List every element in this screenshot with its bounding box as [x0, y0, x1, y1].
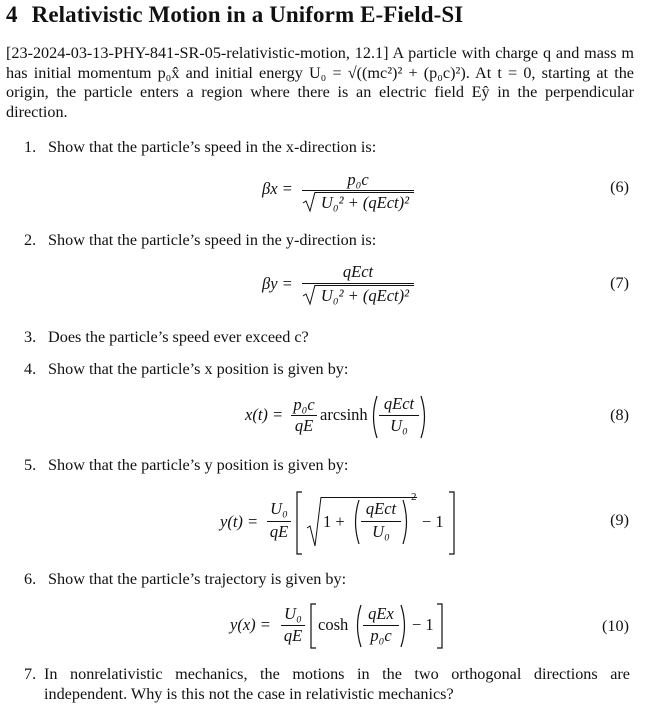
sqrt-sign-icon — [306, 496, 322, 548]
right-paren-icon — [401, 499, 411, 545]
equation-7 — [262, 262, 422, 312]
right-paren-icon — [399, 604, 409, 648]
section-number: 4 — [6, 2, 18, 27]
item-text: Does the particle’s speed ever exceed c? — [48, 328, 309, 346]
fraction-bar — [302, 283, 414, 284]
eq-lhs: βy = — [262, 274, 293, 293]
list-item-4 — [24, 360, 348, 379]
eq-arg-numerator: qEct — [383, 394, 415, 413]
eq-coef-numerator: U₀ — [270, 499, 288, 518]
right-bracket-icon — [436, 603, 444, 649]
eq-coef-numerator: U₀ — [284, 604, 302, 623]
eq-coef-denominator: qE — [294, 416, 314, 435]
eq-one-plus: 1 + — [323, 512, 345, 531]
list-item-1 — [24, 138, 376, 157]
eq-numerator: qEct — [342, 262, 374, 281]
item-number: 6. — [24, 570, 37, 588]
equation-9 — [220, 488, 460, 558]
item-text: Show that the particle’s x position is given by: — [48, 360, 349, 378]
sqrt-bar — [321, 497, 417, 498]
list-item-3 — [24, 328, 309, 347]
equation-number: (9) — [610, 511, 629, 529]
eq-lhs: x(t) = — [245, 405, 284, 424]
intro-text: A particle with charge q and mass m has initial momentum p₀x̂ and initial energy U₀ = √((mc²)² + (p₀c)²). At t = 0, starting at the origin, the particle enters a region where there is an electric field Eŷ in the perpendicular direction. — [6, 44, 634, 121]
list-item-6 — [24, 570, 346, 589]
item-text: Show that the particle’s speed in the x-direction is: — [48, 138, 377, 156]
eq-tail: − 1 — [412, 615, 434, 634]
left-paren-icon — [369, 395, 379, 439]
item-number: 7. — [24, 665, 37, 683]
eq-arg-numerator: qEct — [365, 499, 397, 518]
section-title: Relativistic Motion in a Uniform E-Field-SI — [31, 2, 464, 27]
source-tag: [23-2024-03-13-PHY-841-SR-05-relativistic-motion, 12.1] — [6, 44, 389, 62]
equation-8 — [245, 393, 435, 441]
eq-power: 2 — [411, 491, 417, 503]
item-text: In nonrelativistic mechanics, the motions in the two orthogonal directions are independent. Why is this not the case in relativistic mechanics? — [44, 665, 630, 703]
eq-coef-numerator: p₀c — [293, 395, 315, 414]
equation-number: (7) — [610, 274, 629, 292]
eq-lhs: y(t) = — [220, 512, 259, 531]
left-bracket-icon — [310, 603, 318, 649]
eq-lhs: βx = — [262, 179, 293, 198]
list-item-5 — [24, 456, 348, 475]
item-number: 2. — [24, 231, 37, 249]
fraction-bar — [302, 190, 414, 191]
item-number: 3. — [24, 328, 37, 346]
eq-denominator: U₀² + (qEct)² — [320, 193, 410, 212]
eq-denominator: U₀² + (qEct)² — [320, 286, 410, 305]
section-heading — [6, 2, 463, 28]
eq-coef-denominator: qE — [283, 626, 303, 645]
item-number: 1. — [24, 138, 37, 156]
equation-number: (6) — [610, 178, 629, 196]
item-number: 4. — [24, 360, 37, 378]
eq-arg-denominator: U₀ — [372, 522, 390, 541]
eq-function: arcsinh — [320, 405, 368, 424]
eq-arg-denominator: U₀ — [390, 416, 408, 435]
left-bracket-icon — [296, 491, 304, 555]
eq-function: cosh — [318, 615, 349, 634]
eq-tail: − 1 — [422, 512, 444, 531]
eq-arg-numerator: qEx — [368, 604, 394, 623]
eq-arg-denominator: p₀c — [370, 626, 392, 645]
item-text: Show that the particle’s trajectory is given by: — [48, 570, 347, 588]
problem-intro — [6, 44, 634, 122]
list-item-7 — [24, 664, 630, 704]
item-number: 5. — [24, 456, 37, 474]
right-paren-icon — [419, 395, 429, 439]
sqrt-sign-icon — [302, 191, 316, 213]
equation-number: (10) — [602, 617, 629, 635]
item-text: Show that the particle’s speed in the y-direction is: — [48, 231, 377, 249]
equation-number: (8) — [610, 406, 629, 424]
item-text: Show that the particle’s y position is given by: — [48, 456, 349, 474]
eq-coef-denominator: qE — [269, 522, 289, 541]
equation-6 — [262, 170, 422, 220]
sqrt-sign-icon — [302, 284, 316, 306]
left-paren-icon — [353, 604, 363, 648]
eq-numerator: p₀c — [347, 170, 369, 189]
left-paren-icon — [351, 499, 361, 545]
list-item-2 — [24, 231, 376, 250]
equation-10 — [230, 603, 450, 651]
eq-lhs: y(x) = — [230, 615, 271, 634]
right-bracket-icon — [448, 491, 456, 555]
